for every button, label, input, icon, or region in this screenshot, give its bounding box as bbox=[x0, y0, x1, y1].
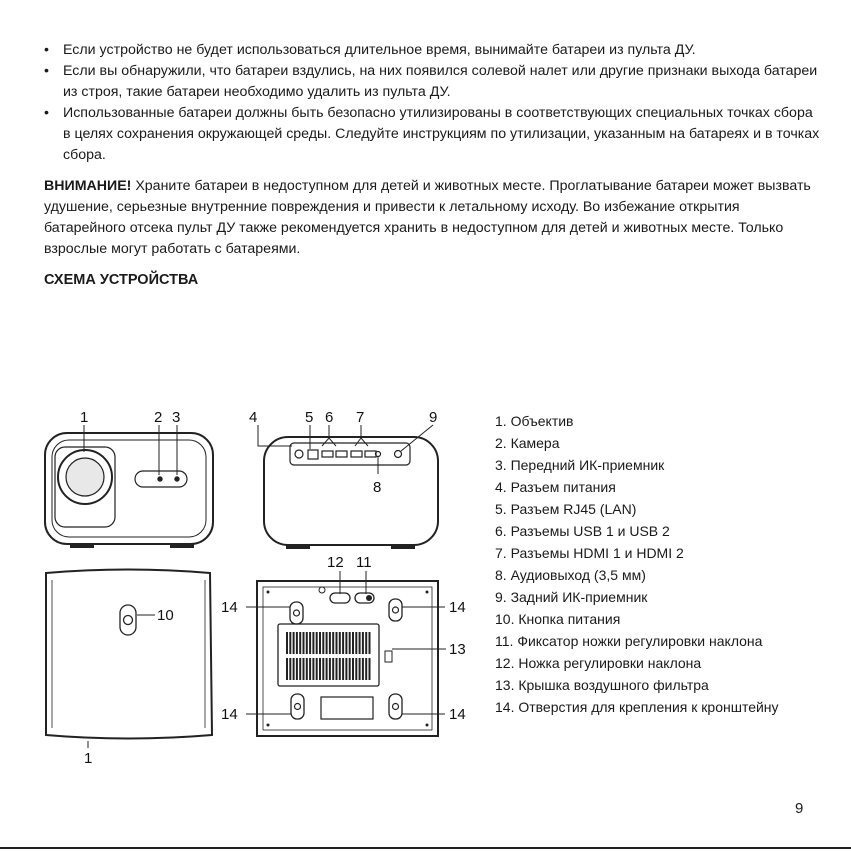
camera-dot bbox=[158, 477, 162, 481]
callout-number: 9 bbox=[429, 409, 438, 426]
grille-slot bbox=[349, 658, 351, 680]
grille-slot bbox=[322, 658, 324, 680]
grille-slot bbox=[342, 658, 344, 680]
legend-item: 14. Отверстия для крепления к кронштейну bbox=[495, 699, 779, 715]
screw-dot bbox=[267, 724, 270, 727]
grille-slot bbox=[303, 632, 305, 654]
callout-number: 11 bbox=[356, 554, 372, 571]
mount-hole-center bbox=[295, 704, 301, 710]
mount-hole bbox=[291, 694, 304, 719]
grille-slot bbox=[286, 658, 288, 680]
filter-tab bbox=[385, 651, 392, 662]
grille-slot bbox=[365, 658, 367, 680]
grille-slot bbox=[352, 658, 354, 680]
front-foot bbox=[170, 544, 194, 548]
bullet-item: • Если вы обнаружили, что батареи вздулись, на них появился солевой налет или другие признаки выхода батареи из строя, такие батареи необходимо удалить из пульта ДУ. bbox=[44, 61, 824, 103]
usb-port bbox=[336, 451, 347, 457]
legend-item: 7. Разъемы HDMI 1 и HDMI 2 bbox=[495, 545, 684, 561]
grille-slot bbox=[362, 658, 364, 680]
callout-number: 2 bbox=[154, 409, 163, 426]
grille-slot bbox=[362, 632, 364, 654]
grille-slot bbox=[342, 632, 344, 654]
grille-slot bbox=[336, 632, 338, 654]
tilt-foot bbox=[330, 593, 350, 603]
section-title: СХЕМА УСТРОЙСТВА bbox=[44, 272, 199, 288]
hdmi-port bbox=[365, 451, 376, 457]
bottom-body bbox=[257, 581, 438, 736]
grille-slot bbox=[306, 658, 308, 680]
grille-slot bbox=[293, 658, 295, 680]
hdmi-port bbox=[351, 451, 362, 457]
grille-slot bbox=[339, 632, 341, 654]
front-foot bbox=[70, 544, 94, 548]
callout-number: 14 bbox=[221, 599, 238, 616]
grille-slot bbox=[286, 632, 288, 654]
label-area bbox=[321, 697, 373, 719]
legend-item: 6. Разъемы USB 1 и USB 2 bbox=[495, 523, 670, 539]
small-circle bbox=[319, 587, 325, 593]
grille-slot bbox=[332, 632, 334, 654]
grille-slot bbox=[296, 632, 298, 654]
legend-item: 3. Передний ИК-приемник bbox=[495, 457, 665, 473]
grille-slot bbox=[322, 632, 324, 654]
back-foot bbox=[286, 545, 310, 549]
grille-slot bbox=[309, 632, 311, 654]
lens-glass bbox=[66, 458, 104, 496]
grille-slot bbox=[306, 632, 308, 654]
rear-ir-receiver bbox=[395, 451, 402, 458]
legend-item: 11. Фиксатор ножки регулировки наклона bbox=[495, 633, 763, 649]
callout-number: 5 bbox=[305, 409, 314, 426]
mount-hole bbox=[389, 694, 402, 719]
grille-slot bbox=[316, 658, 318, 680]
callout-number: 14 bbox=[449, 599, 466, 616]
legend-item: 1. Объектив bbox=[495, 413, 574, 429]
mount-hole bbox=[389, 599, 402, 621]
callout-number: 7 bbox=[356, 409, 365, 426]
callout-number: 8 bbox=[373, 479, 382, 496]
bottom-body-inner bbox=[263, 587, 432, 730]
legend-item: 9. Задний ИК-приемник bbox=[495, 589, 648, 605]
callout-line bbox=[258, 425, 292, 446]
power-button bbox=[124, 616, 133, 625]
legend-item: 12. Ножка регулировки наклона bbox=[495, 655, 702, 671]
callout-number: 14 bbox=[449, 706, 466, 723]
front-view bbox=[45, 425, 213, 548]
mount-hole-center bbox=[393, 704, 399, 710]
screw-dot bbox=[426, 724, 429, 727]
grille-slot bbox=[312, 632, 314, 654]
grille-slot bbox=[289, 632, 291, 654]
power-port bbox=[295, 450, 303, 458]
screw-dot bbox=[426, 591, 429, 594]
callout-number: 12 bbox=[327, 554, 344, 571]
grille-slot bbox=[329, 632, 331, 654]
filter-grille bbox=[286, 632, 371, 680]
back-foot bbox=[391, 545, 415, 549]
grille-slot bbox=[299, 658, 301, 680]
grille-slot bbox=[332, 658, 334, 680]
grille-slot bbox=[329, 658, 331, 680]
callout-number: 13 bbox=[449, 641, 466, 658]
legend-item: 10. Кнопка питания bbox=[495, 611, 621, 627]
grille-slot bbox=[326, 632, 328, 654]
callout-number: 1 bbox=[84, 750, 93, 767]
legend-item: 4. Разъем питания bbox=[495, 479, 616, 495]
callout-number: 14 bbox=[221, 706, 238, 723]
bullet-item: • Если устройство не будет использоваться длительное время, вынимайте батареи из пульта ДУ. bbox=[44, 40, 824, 61]
mount-hole-center bbox=[393, 607, 399, 613]
usb-port bbox=[322, 451, 333, 457]
grille-slot bbox=[339, 658, 341, 680]
lock-dot bbox=[366, 595, 372, 601]
grille-slot bbox=[299, 632, 301, 654]
screw-dot bbox=[267, 591, 270, 594]
warning-label: ВНИМАНИЕ! bbox=[44, 178, 132, 194]
grille-slot bbox=[293, 632, 295, 654]
callout-number: 6 bbox=[325, 409, 334, 426]
callout-number: 3 bbox=[172, 409, 181, 426]
footer-rule bbox=[0, 847, 851, 849]
grille-slot bbox=[352, 632, 354, 654]
grille-slot bbox=[345, 632, 347, 654]
back-view bbox=[258, 425, 438, 549]
warning-text: Храните батареи в недоступном для детей и животных месте. Проглатывание батареи может вызвать удушение, серьезные внутренние повреждения и привести к летальному исходу. Во избежание открытия батарейного отсека пульт ДУ также рекомендуется хранить в недоступном для детей и животных месте. Только взрослые могут работать с батареями. bbox=[44, 178, 811, 257]
legend-item: 5. Разъем RJ45 (LAN) bbox=[495, 501, 637, 517]
grille-slot bbox=[355, 632, 357, 654]
callout-number: 4 bbox=[249, 409, 258, 426]
grille-slot bbox=[349, 632, 351, 654]
grille-slot bbox=[359, 658, 361, 680]
callout-number: 10 bbox=[157, 607, 174, 624]
grille-slot bbox=[326, 658, 328, 680]
grille-slot bbox=[319, 658, 321, 680]
grille-slot bbox=[336, 658, 338, 680]
bullet-item: • Использованные батареи должны быть безопасно утилизированы в соответствующих специальных точках сбора в целях сохранения окружающей среды. Следуйте инструкциям по утилизации, указанным на батареях и в точках сбора. bbox=[44, 103, 824, 166]
grille-slot bbox=[303, 658, 305, 680]
side-body bbox=[46, 570, 212, 739]
callout-number: 1 bbox=[80, 409, 89, 426]
grille-slot bbox=[369, 632, 371, 654]
legend-item: 8. Аудиовыход (3,5 мм) bbox=[495, 567, 646, 583]
component-legend bbox=[495, 410, 779, 718]
grille-slot bbox=[296, 658, 298, 680]
power-button-housing bbox=[120, 605, 136, 635]
grille-slot bbox=[309, 658, 311, 680]
page-number: 9 bbox=[795, 800, 804, 817]
grille-slot bbox=[312, 658, 314, 680]
legend-item: 2. Камера bbox=[495, 435, 560, 451]
grille-slot bbox=[345, 658, 347, 680]
front-ir-dot bbox=[175, 477, 179, 481]
mount-hole-center bbox=[294, 610, 300, 616]
grille-slot bbox=[316, 632, 318, 654]
grille-slot bbox=[319, 632, 321, 654]
rj45-port bbox=[308, 450, 318, 459]
legend-item: 13. Крышка воздушного фильтра bbox=[495, 677, 709, 693]
grille-slot bbox=[365, 632, 367, 654]
grille-slot bbox=[355, 658, 357, 680]
grille-slot bbox=[359, 632, 361, 654]
side-view bbox=[46, 570, 212, 749]
grille-slot bbox=[369, 658, 371, 680]
grille-slot bbox=[289, 658, 291, 680]
mount-hole bbox=[290, 602, 303, 624]
